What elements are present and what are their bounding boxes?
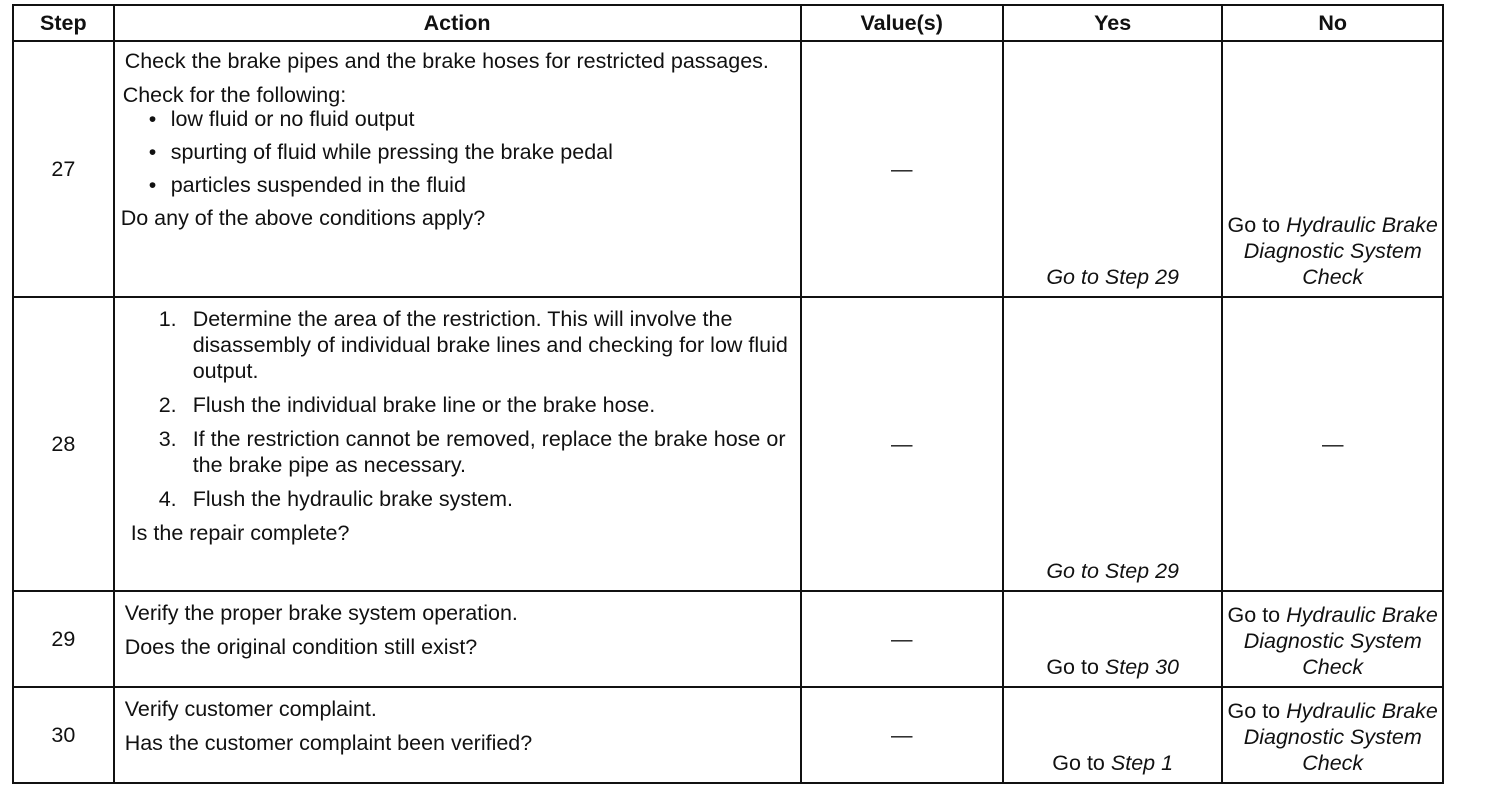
action-cell [114,297,801,591]
action-question: Is the repair complete? [130,521,350,545]
action-cell [114,591,801,687]
table-row [13,687,1443,783]
yes-target: Step 30 [1104,655,1180,679]
list-item: 4. Flush the hydraulic brake system. [158,487,513,511]
list-item: • particles suspended in the fluid [171,172,790,198]
step-number: 30 [13,687,114,783]
table-row [13,591,1443,687]
action-intro: Verify the proper brake system operation. [124,601,518,625]
action-lead: Check for the following: [122,83,347,107]
no-prefix: Go to [1227,699,1281,723]
action-cell [114,687,801,783]
yes-prefix: Go to [1046,655,1099,679]
table-row [13,41,1443,297]
yes-prefix: Go to [1052,751,1105,775]
action-intro: Verify customer complaint. [124,697,377,721]
yes-target: Step 1 [1110,751,1174,775]
step-number: 28 [13,297,114,591]
yes-cell: Go to Step 29 [1003,41,1223,297]
no-target: Hydraulic Brake Diagnostic System Check [1243,603,1438,679]
header-step: Step [13,5,114,41]
header-values: Value(s) [801,5,1003,41]
header-no: No [1222,5,1443,41]
no-target: Hydraulic Brake Diagnostic System Check [1243,213,1438,289]
no-prefix: Go to [1227,213,1281,237]
action-question: Does the original condition still exist? [124,635,478,659]
list-item: • spurting of fluid while pressing the brake pedal [171,139,790,165]
value-cell: — [801,41,1003,297]
no-target: Hydraulic Brake Diagnostic System Check [1243,699,1438,775]
table-row [13,297,1443,591]
no-prefix: Go to [1227,603,1281,627]
repair-steps [125,306,790,512]
value-cell: — [801,687,1003,783]
value-cell: — [801,297,1003,591]
step-number: 27 [13,41,114,297]
list-item: 1. Determine the area of the restriction. This will involve the disassembly of individual brake lines and checking for low fluid output. [158,307,788,383]
list-item: 3. If the restriction cannot be removed, replace the brake hose or the brake pipe as necessary. [158,427,786,477]
list-item: • low fluid or no fluid output [171,106,790,132]
condition-list [125,106,790,198]
yes-cell [1003,687,1223,783]
value-cell: — [801,591,1003,687]
list-item: 2. Flush the individual brake line or the brake hose. [158,393,656,417]
header-row [13,5,1443,41]
no-cell: — [1222,297,1443,591]
diagnostic-table [12,4,1444,784]
no-cell [1222,687,1443,783]
action-question: Do any of the above conditions apply? [120,206,486,230]
header-yes: Yes [1003,5,1223,41]
yes-cell [1003,591,1223,687]
header-action: Action [114,5,801,41]
action-intro: Check the brake pipes and the brake hoses for restricted passages. [124,49,769,73]
yes-cell: Go to Step 29 [1003,297,1223,591]
action-cell [114,41,801,297]
step-number: 29 [13,591,114,687]
action-question: Has the customer complaint been verified? [124,731,533,755]
no-cell [1222,591,1443,687]
no-cell [1222,41,1443,297]
